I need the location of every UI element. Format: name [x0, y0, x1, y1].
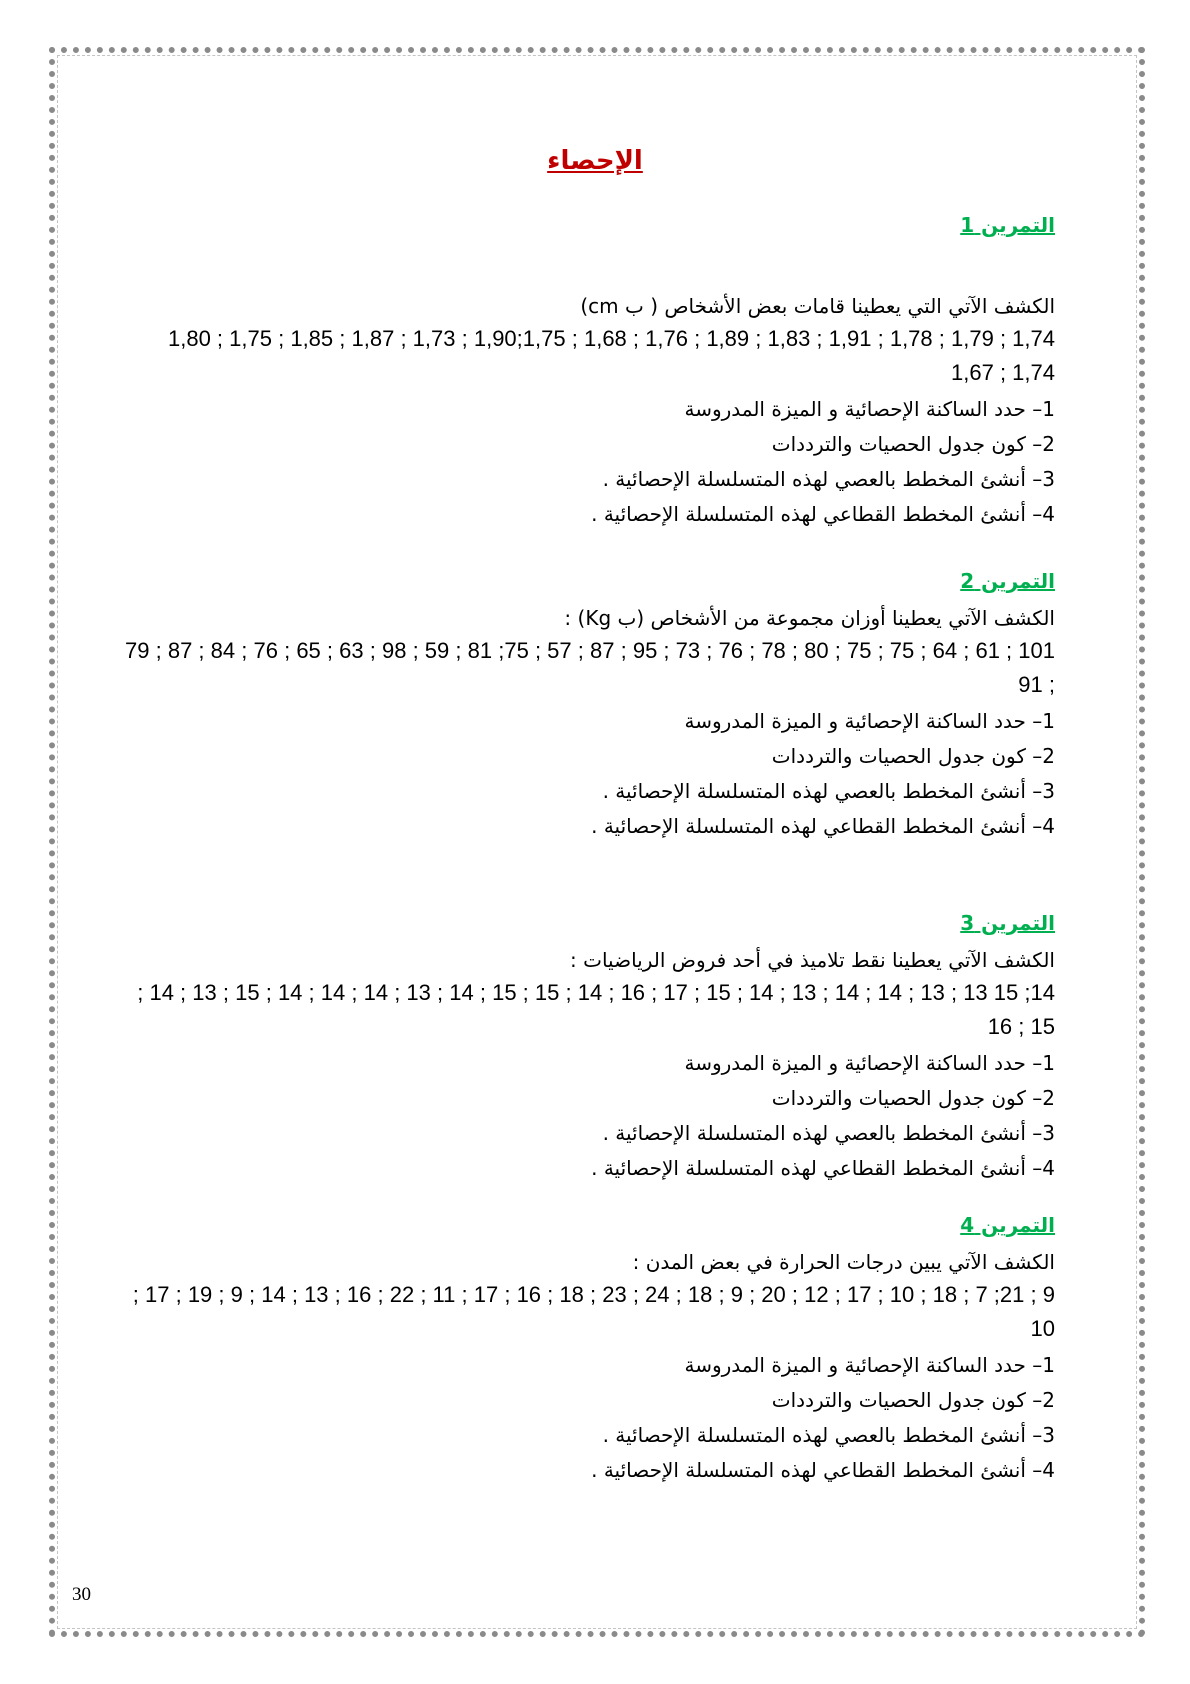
task-item: 2– كون جدول الحصيات والترددات: [771, 1086, 1055, 1110]
task-item: 3– أنشئ المخطط بالعصي لهذه المتسلسلة الإحصائية .: [602, 1423, 1055, 1447]
exercise-intro: الكشف الآتي يعطينا نقط تلاميذ في أحد فروض الرياضيات :: [570, 948, 1055, 972]
exercise-title: التمرين 3: [960, 911, 1055, 935]
page-number: 30: [72, 1584, 91, 1605]
task-item: 1– حدد الساكنة الإحصائية و الميزة المدروسة: [684, 397, 1055, 421]
exercise-data: 9 ; 21; 7 ; 18 ; 10 ; 17 ; 12 ; 20 ; 9 ; 18 ; 24 ; 23 ; 18 ; 16 ; 17 ; 11 ; 22 ; 16 ; 13 ; 14 ; 9 ; 19 ; 17 ; 10: [132, 1282, 1055, 1341]
task-list: [120, 392, 1055, 532]
exercise-title: التمرين 2: [960, 569, 1055, 593]
exercise-data: 101 ; 61 ; 64 ; 75 ; 75 ; 80 ; 78 ; 76 ; 73 ; 95 ; 87 ; 57 ; 75; 81 ; 59 ; 98 ; 63 ; 65 ; 76 ; 84 ; 87 ; 79 ; 91: [125, 638, 1055, 697]
exercise-2: [120, 566, 1055, 844]
task-item: 1– حدد الساكنة الإحصائية و الميزة المدروسة: [684, 709, 1055, 733]
task-item: 4– أنشئ المخطط القطاعي لهذه المتسلسلة الإحصائية .: [591, 502, 1055, 526]
exercise-3: [120, 908, 1055, 1186]
task-item: 3– أنشئ المخطط بالعصي لهذه المتسلسلة الإحصائية .: [602, 467, 1055, 491]
task-list: [120, 1046, 1055, 1186]
exercise-1: [120, 210, 1055, 532]
exercise-4: [120, 1210, 1055, 1488]
task-item: 4– أنشئ المخطط القطاعي لهذه المتسلسلة الإحصائية .: [591, 1458, 1055, 1482]
task-item: 1– حدد الساكنة الإحصائية و الميزة المدروسة: [684, 1051, 1055, 1075]
exercise-intro: الكشف الآتي يعطينا أوزان مجموعة من الأشخاص (ب Kg) :: [564, 606, 1055, 630]
task-item: 2– كون جدول الحصيات والترددات: [771, 744, 1055, 768]
task-list: [120, 704, 1055, 844]
task-list: [120, 1348, 1055, 1488]
task-item: 4– أنشئ المخطط القطاعي لهذه المتسلسلة الإحصائية .: [591, 814, 1055, 838]
task-item: 2– كون جدول الحصيات والترددات: [771, 432, 1055, 456]
exercise-intro: الكشف الآتي يبين درجات الحرارة في بعض المدن :: [632, 1250, 1055, 1274]
exercise-data: 14; 15 13 ; 13 ; 14 ; 14 ; 13 ; 14 ; 15 ; 17 ; 16 ; 14 ; 15 ; 15 ; 14 ; 13 ; 14 ; 14 ; 14 ; 15 ; 13 ; 14 ; 15 ; 16: [137, 980, 1055, 1039]
task-item: 3– أنشئ المخطط بالعصي لهذه المتسلسلة الإحصائية .: [602, 1121, 1055, 1145]
exercise-title: التمرين 1: [960, 213, 1055, 237]
task-item: 2– كون جدول الحصيات والترددات: [771, 1388, 1055, 1412]
exercise-data: 1,74 ; 1,79 ; 1,78 ; 1,91 ; 1,83 ; 1,89 ; 1,76 ; 1,68 ; 1,75;1,90 ; 1,73 ; 1,87 ; 1,85 ; 1,75 ; 1,80 1,74 ; 1,67: [167, 326, 1055, 385]
page-title: الإحصاء: [547, 146, 643, 176]
task-item: 1– حدد الساكنة الإحصائية و الميزة المدروسة: [684, 1353, 1055, 1377]
task-item: 4– أنشئ المخطط القطاعي لهذه المتسلسلة الإحصائية .: [591, 1156, 1055, 1180]
exercise-title: التمرين 4: [960, 1213, 1055, 1237]
exercise-intro: الكشف الآتي التي يعطينا قامات بعض الأشخاص ( ب cm): [580, 294, 1055, 318]
task-item: 3– أنشئ المخطط بالعصي لهذه المتسلسلة الإحصائية .: [602, 779, 1055, 803]
